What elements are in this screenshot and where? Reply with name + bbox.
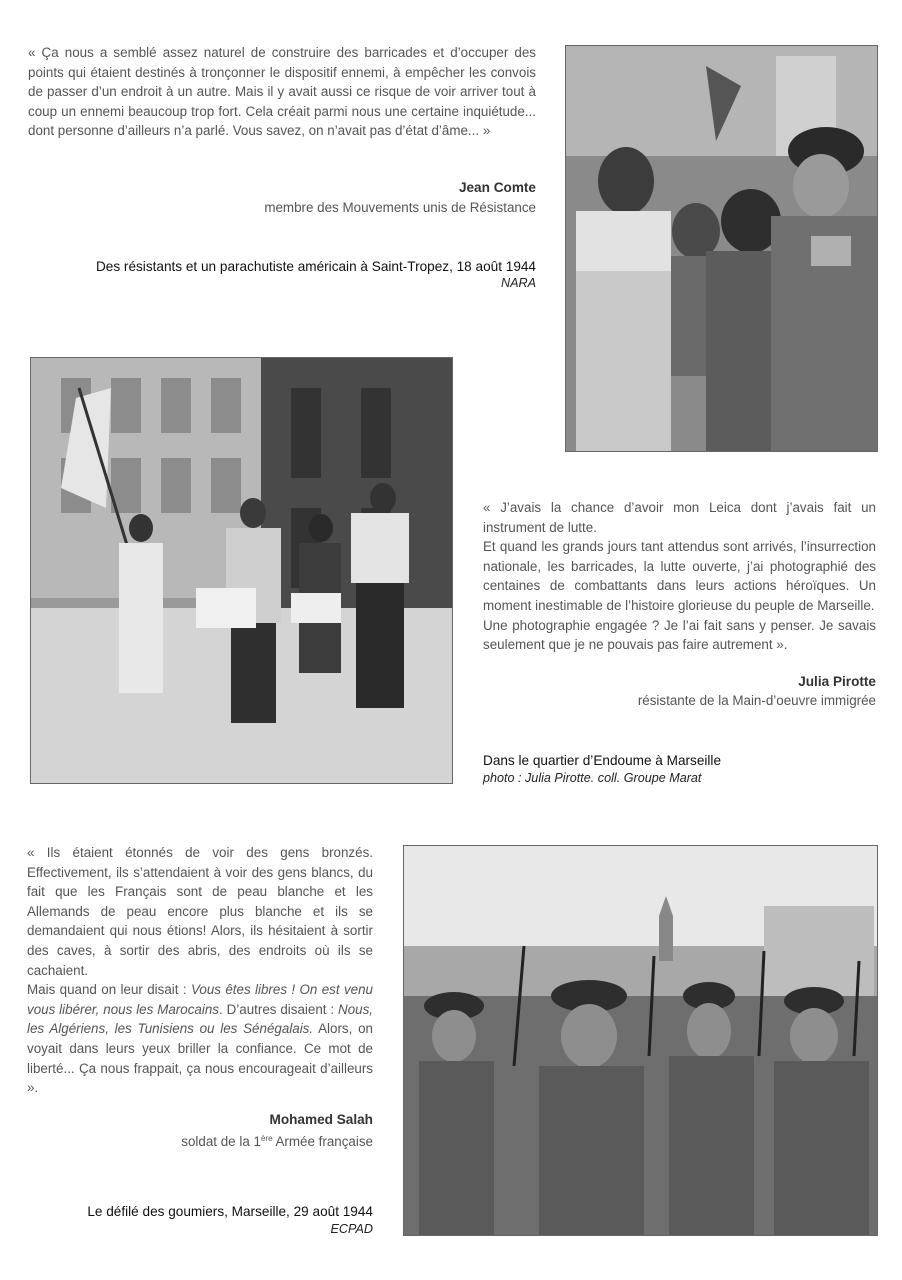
- credit-nara: NARA: [501, 276, 536, 290]
- quote-julia-pirotte: « J’avais la chance d’avoir mon Leica dont j’avais fait un instrument de lutte. Et quand les grands jours tant attendus sont arrivés, l’insurrection nationale, les barricades, la lutte ouverte, j’ai photographié des centaines de combattants dans leurs actions héroïques. Un moment inestimable de l’histoire glorieuse du peuple de Marseille. Une photographie engagée ? Je l’ai fait sans y penser. Je savais seulement que je ne pouvais pas faire autrement ».: [483, 500, 876, 653]
- caption-endoume: Dans le quartier d’Endoume à Marseille: [483, 753, 722, 768]
- author-role-julia-pirotte: résistante de la Main-d’oeuvre immigrée: [637, 693, 876, 708]
- author-role-jean-comte: membre des Mouvements unis de Résistance: [264, 200, 536, 215]
- photo-saint-tropez-resistants: [565, 45, 878, 452]
- author-name-julia-pirotte: Julia Pirotte: [798, 674, 876, 689]
- credit-ecpad: ECPAD: [330, 1222, 373, 1236]
- author-role-mohamed-salah: soldat de la 1ère Armée française: [181, 1134, 373, 1149]
- caption-saint-tropez: Des résistants et un parachutiste américain à Saint-Tropez, 18 août 1944: [95, 259, 536, 274]
- photo-goumiers-marseille: [403, 845, 878, 1236]
- quote-mohamed-salah: « Ils étaient étonnés de voir des gens bronzés. Effectivement, ils s’attendaient à voir des gens blancs, du fait que les Français sont de peau blanche et les Allemands de peau encore plus blanche et ils se demandaient qui nous étions! Alors, ils hésitaient à sortir des caves, à sortir des abris, des endroits où ils se cachaient. Mais quand on leur disait : Vous êtes libres ! On est venu vous libérer, nous les Marocains. D’autres disaient : Nous, les Algériens, les Tunisiens ou les Sénégalais. Alors, on voyait dans leurs yeux briller la confiance. Ce mot de liberté... Ça nous frappait, ça nous encourageait d’ailleurs ».: [27, 845, 374, 1096]
- author-name-jean-comte: Jean Comte: [458, 180, 536, 195]
- photo-endoume-marseille: [30, 357, 453, 784]
- quote-jean-comte: « Ça nous a semblé assez naturel de construire des barricades et d’occuper des points qui étaient destinés à tronçonner le dispositif ennemi, à empêcher les convois de passer d’un endroit à un autre. Mais il y avait aussi ce risque de voir arriver tout à coup un ennemi beaucoup trop fort. Cela créait parmi nous une certaine inquiétude... dont personne d’ailleurs n’a parlé. Vous savez, on n’avait pas d’état d’âme... »: [28, 45, 536, 139]
- caption-goumiers: Le défilé des goumiers, Marseille, 29 août 1944: [87, 1204, 373, 1219]
- credit-julia-pirotte: photo : Julia Pirotte. coll. Groupe Marat: [483, 771, 702, 785]
- author-name-mohamed-salah: Mohamed Salah: [269, 1112, 373, 1127]
